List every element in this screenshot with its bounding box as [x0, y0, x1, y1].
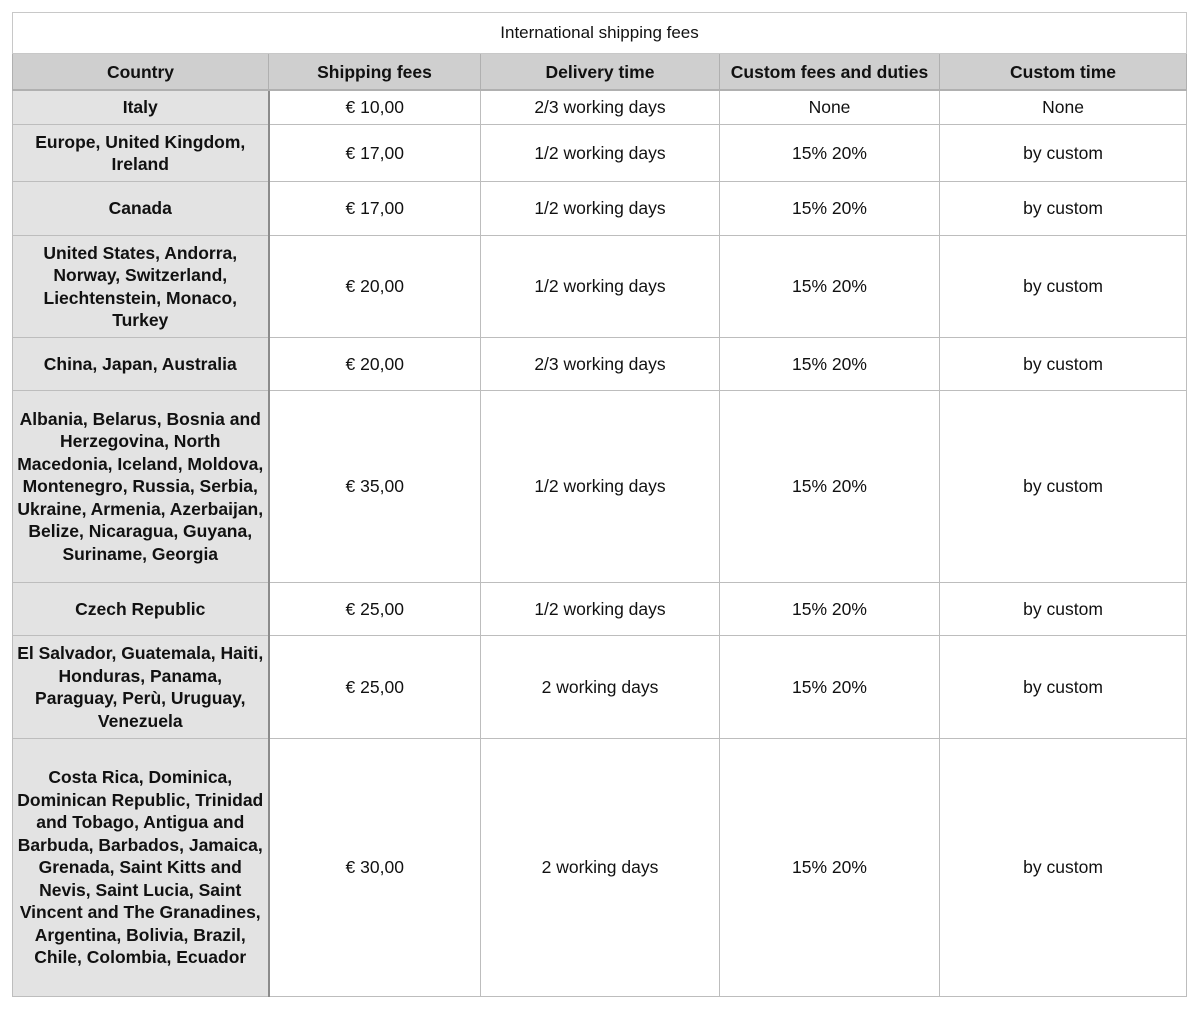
- custom-time-cell: by custom: [940, 739, 1187, 997]
- table-header-row: [13, 54, 1187, 90]
- shipping-fees-cell: € 25,00: [269, 583, 481, 636]
- column-header-country: Country: [13, 54, 269, 90]
- delivery-time-cell: 1/2 working days: [481, 236, 720, 338]
- custom-time-cell: by custom: [940, 338, 1187, 391]
- column-header-custom-time: Custom time: [940, 54, 1187, 90]
- shipping-fees-table: [12, 12, 1187, 997]
- custom-time-cell: by custom: [940, 391, 1187, 583]
- table-body: [13, 90, 1187, 997]
- table-row: [13, 125, 1187, 182]
- custom-fees-cell: 15% 20%: [720, 583, 940, 636]
- country-cell: China, Japan, Australia: [13, 338, 269, 391]
- country-cell: Czech Republic: [13, 583, 269, 636]
- table-row: [13, 391, 1187, 583]
- table-row: [13, 182, 1187, 236]
- delivery-time-cell: 2 working days: [481, 739, 720, 997]
- delivery-time-cell: 2 working days: [481, 636, 720, 739]
- custom-fees-cell: None: [720, 90, 940, 125]
- shipping-fees-cell: € 30,00: [269, 739, 481, 997]
- custom-fees-cell: 15% 20%: [720, 236, 940, 338]
- table-row: [13, 739, 1187, 997]
- shipping-fees-table-container: [12, 12, 1186, 997]
- delivery-time-cell: 1/2 working days: [481, 125, 720, 182]
- country-cell: Costa Rica, Dominica, Dominican Republic, Trinidad and Tobago, Antigua and Barbuda, Barbados, Jamaica, Grenada, Saint Kitts and Nevis, Saint Lucia, Saint Vincent and The Granadines, Argentina, Bolivia, Brazil, Chile, Colombia, Ecuador: [13, 739, 269, 997]
- delivery-time-cell: 1/2 working days: [481, 182, 720, 236]
- delivery-time-cell: 1/2 working days: [481, 391, 720, 583]
- table-row: [13, 636, 1187, 739]
- table-row: [13, 236, 1187, 338]
- country-cell: Europe, United Kingdom, Ireland: [13, 125, 269, 182]
- custom-time-cell: None: [940, 90, 1187, 125]
- table-title-row: [13, 13, 1187, 54]
- table-title: International shipping fees: [13, 13, 1187, 54]
- table-row: [13, 338, 1187, 391]
- custom-fees-cell: 15% 20%: [720, 391, 940, 583]
- custom-fees-cell: 15% 20%: [720, 338, 940, 391]
- custom-time-cell: by custom: [940, 236, 1187, 338]
- delivery-time-cell: 2/3 working days: [481, 338, 720, 391]
- column-header-shipping-fees: Shipping fees: [269, 54, 481, 90]
- country-cell: Albania, Belarus, Bosnia and Herzegovina, North Macedonia, Iceland, Moldova, Montenegro, Russia, Serbia, Ukraine, Armenia, Azerbaijan, Belize, Nicaragua, Guyana, Suriname, Georgia: [13, 391, 269, 583]
- shipping-fees-cell: € 20,00: [269, 236, 481, 338]
- delivery-time-cell: 2/3 working days: [481, 90, 720, 125]
- table-row: [13, 583, 1187, 636]
- column-header-custom-fees: Custom fees and duties: [720, 54, 940, 90]
- custom-fees-cell: 15% 20%: [720, 182, 940, 236]
- column-header-delivery-time: Delivery time: [481, 54, 720, 90]
- custom-time-cell: by custom: [940, 182, 1187, 236]
- country-cell: United States, Andorra, Norway, Switzerland, Liechtenstein, Monaco, Turkey: [13, 236, 269, 338]
- delivery-time-cell: 1/2 working days: [481, 583, 720, 636]
- custom-time-cell: by custom: [940, 125, 1187, 182]
- shipping-fees-cell: € 17,00: [269, 182, 481, 236]
- shipping-fees-cell: € 20,00: [269, 338, 481, 391]
- shipping-fees-cell: € 10,00: [269, 90, 481, 125]
- custom-time-cell: by custom: [940, 636, 1187, 739]
- custom-fees-cell: 15% 20%: [720, 125, 940, 182]
- custom-fees-cell: 15% 20%: [720, 636, 940, 739]
- country-cell: Canada: [13, 182, 269, 236]
- shipping-fees-cell: € 35,00: [269, 391, 481, 583]
- country-cell: El Salvador, Guatemala, Haiti, Honduras, Panama, Paraguay, Perù, Uruguay, Venezuela: [13, 636, 269, 739]
- custom-time-cell: by custom: [940, 583, 1187, 636]
- shipping-fees-cell: € 17,00: [269, 125, 481, 182]
- shipping-fees-cell: € 25,00: [269, 636, 481, 739]
- table-row: [13, 90, 1187, 125]
- custom-fees-cell: 15% 20%: [720, 739, 940, 997]
- country-cell: Italy: [13, 90, 269, 125]
